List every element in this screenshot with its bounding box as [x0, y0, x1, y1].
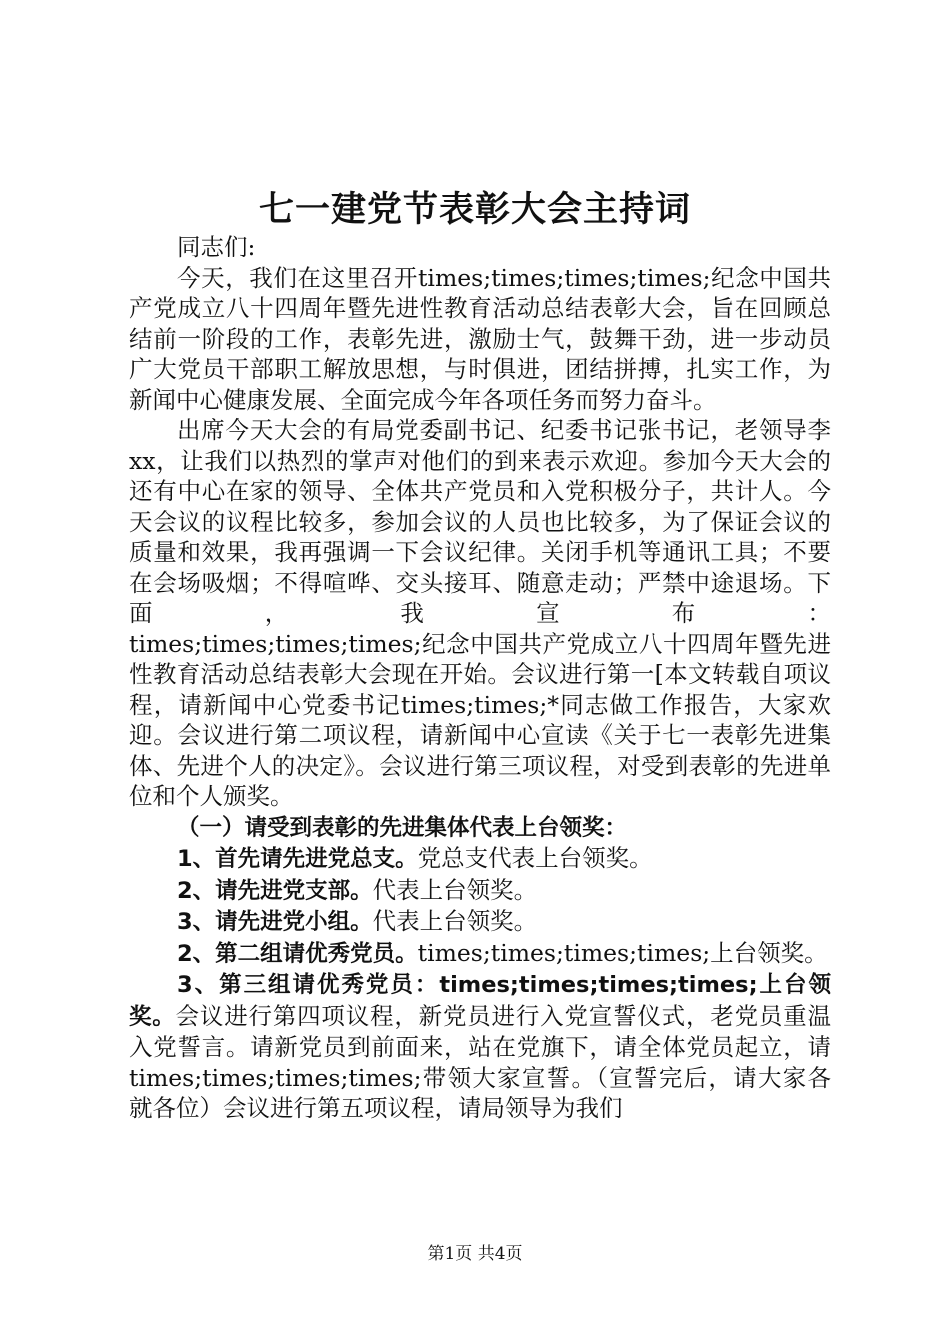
page-number: 第1页 共4页	[427, 1244, 523, 1264]
document-body	[129, 232, 831, 1124]
award-item-text: 会议进行第四项议程，新党员进行入党宣誓仪式，老党员重温入党誓言。请新党员到前面来，站在党旗下，请全体党员起立，请times;times;times;times;带领大家宣誓。（宣誓完后，请大家各就各位）会议进行第五项议程，请局领导为我们	[129, 1001, 831, 1122]
award-item-bold: 3、第三组请优秀党员：times;times;times;times;上台领奖。	[129, 972, 831, 1030]
award-item-bold: 2、第二组请优秀党员。	[177, 940, 418, 967]
paragraph-attendees: 出席今天大会的有局党委副书记、纪委书记张书记，老领导李xx，让我们以热烈的掌声对他们的到来表示欢迎。参加今天大会的还有中心在家的领导、全体共产党员和入党积极分子，共计人。今天会议的议程比较多，参加会议的人员也比较多，为了保证会议的质量和效果，我再强调一下会议纪律。关闭手机等通讯工具；不要在会场吸烟；不得喧哗、交头接耳、随意走动；严禁中途退场。下面，我宣布：	[129, 416, 831, 627]
award-item-text: 党总支代表上台领奖。	[417, 844, 653, 872]
paragraph-agenda: times;times;times;times;纪念中国共产党成立八十四周年暨先进性教育活动总结表彰大会现在开始。会议进行第一[本文转载自项议程，请新闻中心党委书记times;times;*同志做工作报告，大家欢迎。会议进行第二项议程，请新闻中心宣读《关于七一表彰先进集体、先进个人的决定》。会议进行第三项议程，对受到表彰的先进单位和个人颁奖。	[129, 629, 831, 810]
award-item-text: 代表上台领奖。	[372, 907, 538, 935]
award-item	[129, 843, 831, 875]
heading-collective-awards	[129, 812, 831, 844]
award-item	[129, 938, 831, 970]
award-item-bold: 1、首先请先进党总支。	[177, 846, 418, 872]
paragraph-opening: 今天，我们在这里召开times;times;times;times;纪念中国共产党成立八十四周年暨先进性教育活动总结表彰大会，旨在回顾总结前一阶段的工作，表彰先进，激励士气，鼓舞干劲，进一步动员广大党员干部职工解放思想，与时俱进，团结拼搏，扎实工作，为新闻中心健康发展、全面完成今年各项任务而努力奋斗。	[129, 263, 831, 414]
heading-text: （一）请受到表彰的先进集体代表上台领奖：	[177, 814, 628, 841]
award-item	[129, 875, 831, 907]
award-item	[129, 969, 831, 1124]
award-item-bold: 3、请先进党小组。	[177, 909, 373, 935]
document-title: 七一建党节表彰大会主持词	[258, 189, 691, 230]
award-item-text: times;times;times;times;上台领奖。	[417, 938, 828, 967]
salutation: 同志们:	[177, 233, 256, 261]
award-item-text: 代表上台领奖。	[372, 875, 538, 904]
award-item	[129, 906, 831, 938]
award-item-bold: 2、请先进党支部。	[177, 877, 373, 904]
